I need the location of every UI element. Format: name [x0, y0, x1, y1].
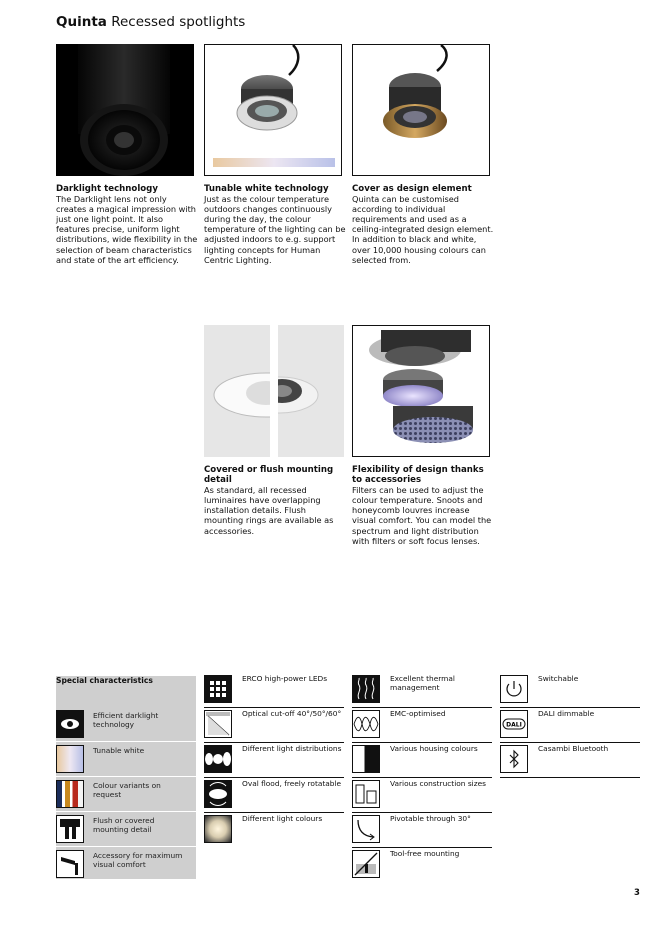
page-number: 3	[634, 888, 640, 898]
special-label: Tool-free mounting	[390, 849, 460, 858]
divider	[500, 777, 640, 778]
special-label: Tunable white	[93, 746, 145, 755]
title-subtitle: Recessed spotlights	[111, 14, 246, 30]
led-icon	[204, 675, 232, 703]
tunable-white-photo	[204, 44, 342, 176]
accessories-photo	[352, 325, 490, 457]
feature-heading: Flexibility of design thanks to accessories	[352, 465, 484, 486]
page-title	[56, 14, 245, 30]
special-item	[204, 812, 344, 846]
special-item	[352, 777, 492, 811]
emc-icon	[352, 710, 380, 738]
special-item	[352, 742, 492, 776]
special-label: Oval flood, freely rotatable	[242, 779, 342, 788]
thermal-icon	[352, 675, 380, 703]
special-item	[204, 672, 344, 706]
mounting-icon	[56, 815, 84, 843]
special-label: Various construction sizes	[390, 779, 486, 788]
flush-mounting-photo	[278, 325, 344, 457]
special-label: EMC-optimised	[390, 709, 446, 718]
feature-text: Quinta can be customised according to individual requirements and used as a ceiling-integrated design element. In addition to black and white, over 10,000 housing colours can selected from.	[352, 194, 494, 265]
design-cover-photo	[352, 44, 490, 176]
special-label: Colour variants on request	[93, 781, 161, 799]
feature-darklight	[56, 184, 198, 265]
special-item	[204, 742, 344, 776]
special-label: Switchable	[538, 674, 579, 683]
special-item	[352, 707, 492, 741]
special-label: DALI dimmable	[538, 709, 595, 718]
special-item	[500, 707, 640, 741]
feature-text: Just as the colour temperature outdoors changes continuously during the day, the colour temperature of the lighting can be adjusted indoors to e.g. support lighting concepts for Human Centric Lighting.	[204, 194, 346, 265]
special-label: Different light colours	[242, 814, 323, 823]
feature-cover-design	[352, 184, 494, 265]
feature-accessories	[352, 465, 494, 546]
feature-text: Filters can be used to adjust the colour temperature. Snoots and honeycomb louvres increase visual comfort. You can model the spectrum and light distribution with filters or soft focus lenses.	[352, 485, 492, 546]
eye-icon	[56, 710, 84, 738]
special-item	[204, 777, 344, 811]
covered-mounting-photo	[204, 325, 270, 457]
special-item	[56, 707, 196, 741]
special-item	[352, 672, 492, 706]
housing-colour-icon	[352, 745, 380, 773]
special-label: Different light distributions	[242, 744, 342, 753]
dali-icon	[500, 710, 528, 738]
tool-free-icon	[352, 850, 380, 878]
special-item	[204, 707, 344, 741]
feature-mounting-detail	[204, 465, 346, 536]
feature-text: The Darklight lens not only creates a magical impression with just one light point. It also features precise, uniform light distributions, wide flexibility in the selection of beam characteristics and state of the art efficiency.	[56, 194, 198, 265]
special-item	[352, 847, 492, 881]
special-label: ERCO high-power LEDs	[242, 674, 328, 683]
color-stripes-icon	[56, 780, 84, 808]
sizes-icon	[352, 780, 380, 808]
special-item	[352, 812, 492, 846]
light-colour-icon	[204, 815, 232, 843]
title-brand: Quinta	[56, 14, 107, 30]
dali-badge-text: DALI	[506, 721, 522, 729]
special-label: Flush or covered mounting detail	[93, 816, 155, 834]
special-item	[500, 742, 640, 776]
special-item	[56, 777, 196, 811]
accessory-icon	[56, 850, 84, 878]
special-label: Casambi Bluetooth	[538, 744, 609, 753]
distribution-icon	[204, 745, 232, 773]
special-label: Optical cut-off 40°/50°/60°	[242, 709, 342, 718]
special-label: Excellent thermal management	[390, 674, 455, 692]
special-item	[56, 812, 196, 846]
feature-heading: Covered or flush mounting detail	[204, 465, 334, 486]
pivot-icon	[352, 815, 380, 843]
feature-heading: Cover as design element	[352, 184, 472, 194]
special-item	[56, 847, 196, 881]
oval-flood-icon	[204, 780, 232, 808]
special-label: Accessory for maximum visual comfort	[93, 851, 183, 869]
special-item	[56, 742, 196, 776]
feature-tunable-white	[204, 184, 346, 265]
special-label: Pivotable through 30°	[390, 814, 471, 823]
special-item	[500, 672, 640, 706]
feature-text: As standard, all recessed luminaires have overlapping installation details. Flush mounting rings are available as accessories.	[204, 485, 334, 536]
feature-heading: Tunable white technology	[204, 184, 329, 194]
cutoff-icon	[204, 710, 232, 738]
special-label: Efficient darklight technology	[93, 711, 159, 729]
feature-heading: Darklight technology	[56, 184, 158, 194]
darklight-photo	[56, 44, 194, 176]
special-heading: Special characteristics	[56, 676, 153, 685]
gradient-icon	[56, 745, 84, 773]
power-icon	[500, 675, 528, 703]
bluetooth-icon	[500, 745, 528, 773]
special-label: Various housing colours	[390, 744, 478, 753]
